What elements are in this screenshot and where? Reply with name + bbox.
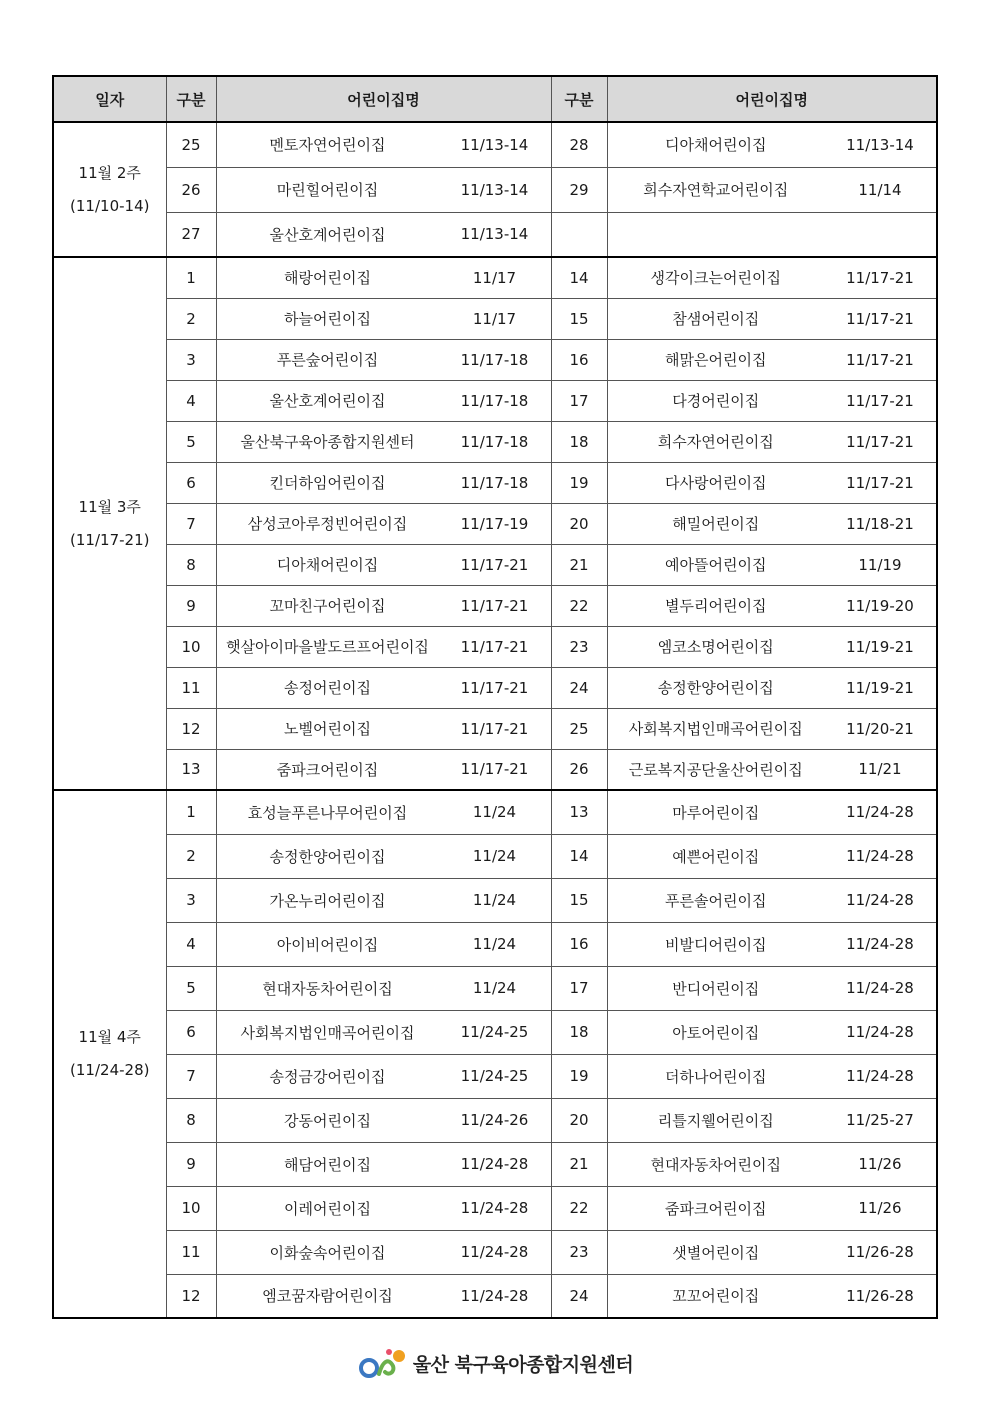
- daycare-cell: [607, 922, 937, 966]
- daycare-name: 효성늘푸른나무어린이집: [247, 803, 408, 822]
- header-date: 일자: [53, 76, 166, 122]
- daycare-cell: [216, 1186, 551, 1230]
- daycare-name: 노벨어린이집: [284, 720, 371, 738]
- row-number: 11: [166, 667, 216, 708]
- daycare-name: 울산호계어린이집: [269, 392, 386, 410]
- week-range: (11/17-21): [70, 530, 150, 549]
- header-num-right: 구분: [551, 76, 607, 122]
- visit-dates: 11/17-21: [846, 473, 914, 492]
- daycare-name: 하늘어린이집: [284, 310, 371, 328]
- daycare-name: 줌파크어린이집: [276, 760, 379, 779]
- daycare-name: 별두리어린이집: [665, 597, 767, 615]
- daycare-cell: [216, 167, 551, 212]
- daycare-cell: [607, 122, 937, 167]
- table-row: [53, 167, 937, 212]
- visit-dates: 11/17: [472, 268, 517, 287]
- daycare-cell: [607, 749, 937, 790]
- daycare-name: 이레어린이집: [284, 1199, 371, 1218]
- row-number: 8: [166, 1098, 216, 1142]
- daycare-name: 울산북구육아종합지원센터: [240, 433, 415, 451]
- row-number: 5: [166, 421, 216, 462]
- daycare-cell: [216, 1098, 551, 1142]
- daycare-cell: [607, 212, 937, 257]
- table-row: [53, 966, 937, 1010]
- center-logo-icon: [359, 1346, 407, 1380]
- visit-dates: 11/17-21: [460, 760, 529, 779]
- row-number: 24: [551, 667, 607, 708]
- visit-dates: 11/17-21: [846, 268, 914, 287]
- daycare-cell: [607, 966, 937, 1010]
- daycare-name: 비발디어린이집: [665, 935, 767, 954]
- visit-dates: 11/13-14: [460, 225, 529, 244]
- daycare-cell: [216, 834, 551, 878]
- daycare-cell: [607, 298, 937, 339]
- row-number: 13: [166, 749, 216, 790]
- row-number: 13: [551, 790, 607, 834]
- table-row: [53, 667, 937, 708]
- daycare-cell: [216, 585, 551, 626]
- daycare-cell: [216, 298, 551, 339]
- row-number: 9: [166, 1142, 216, 1186]
- daycare-cell: [607, 708, 937, 749]
- daycare-name: 가온누리어린이집: [269, 891, 386, 910]
- week-cell: [53, 257, 166, 790]
- row-number: 14: [551, 257, 607, 298]
- row-number: 18: [551, 421, 607, 462]
- row-number: 17: [551, 966, 607, 1010]
- footer: [0, 1346, 992, 1380]
- visit-dates: 11/17-21: [460, 719, 529, 738]
- daycare-cell: [607, 257, 937, 298]
- visit-dates: 11/19-21: [846, 637, 914, 656]
- visit-dates: 11/26-28: [846, 1286, 914, 1305]
- daycare-cell: [216, 462, 551, 503]
- row-number: 6: [166, 1010, 216, 1054]
- table-row: [53, 544, 937, 585]
- daycare-cell: [216, 1010, 551, 1054]
- row-number: 15: [551, 298, 607, 339]
- visit-dates: 11/24-25: [460, 1023, 529, 1041]
- daycare-name: 해랑어린이집: [284, 269, 371, 288]
- daycare-name: 멘토자연어린이집: [269, 136, 386, 155]
- week-label: 11월 4주: [78, 1028, 141, 1046]
- daycare-cell: [607, 1274, 937, 1318]
- daycare-name: 엠코꿈자람어린이집: [262, 1287, 393, 1306]
- table-row: [53, 1142, 937, 1186]
- daycare-name: 현대자동차어린이집: [650, 1155, 781, 1174]
- daycare-name: 사회복지법인매곡어린이집: [628, 720, 803, 738]
- daycare-name: 반디어린이집: [672, 979, 760, 998]
- visit-dates: 11/19: [858, 555, 902, 574]
- daycare-cell: [216, 122, 551, 167]
- visit-dates: 11/24-28: [846, 1023, 914, 1041]
- daycare-name: 울산호계어린이집: [269, 225, 386, 244]
- table-row: [53, 1010, 937, 1054]
- row-number: 3: [166, 339, 216, 380]
- row-number: 18: [551, 1010, 607, 1054]
- visit-dates: 11/13-14: [460, 135, 529, 154]
- daycare-cell: [607, 544, 937, 585]
- row-number: 25: [166, 122, 216, 167]
- daycare-cell: [607, 878, 937, 922]
- daycare-name: 사회복지법인매곡어린이집: [240, 1023, 415, 1042]
- table-row: [53, 298, 937, 339]
- visit-dates: 11/13-14: [460, 180, 529, 199]
- daycare-cell: [216, 1274, 551, 1318]
- table-row: [53, 339, 937, 380]
- table-row: [53, 503, 937, 544]
- table-row: [53, 790, 937, 834]
- daycare-cell: [216, 708, 551, 749]
- visit-dates: 11/17-21: [846, 432, 914, 451]
- row-number: 28: [551, 122, 607, 167]
- week-group: [53, 257, 937, 790]
- row-number: 27: [166, 212, 216, 257]
- daycare-cell: [607, 834, 937, 878]
- daycare-name: 디아채어린이집: [276, 556, 379, 574]
- daycare-name: 샛별어린이집: [672, 1243, 760, 1262]
- visit-dates: 11/17-18: [460, 432, 529, 451]
- daycare-name: 줌파크어린이집: [665, 1199, 767, 1218]
- daycare-name: 송정한양어린이집: [657, 679, 774, 697]
- row-number: 26: [551, 749, 607, 790]
- daycare-cell: [216, 922, 551, 966]
- daycare-name: 꼬마친구어린이집: [269, 597, 386, 615]
- row-number: 2: [166, 834, 216, 878]
- row-number: 5: [166, 966, 216, 1010]
- daycare-name: 푸른솔어린이집: [665, 891, 767, 910]
- header-name-left: 어린이집명: [216, 76, 551, 122]
- daycare-cell: [607, 503, 937, 544]
- daycare-cell: [216, 421, 551, 462]
- daycare-cell: [216, 626, 551, 667]
- daycare-name: 참샘어린이집: [672, 310, 760, 328]
- daycare-name: 송정어린이집: [284, 679, 371, 697]
- daycare-name: 해밀어린이집: [672, 515, 760, 533]
- daycare-cell: [216, 1142, 551, 1186]
- row-number: 23: [551, 626, 607, 667]
- row-number: 2: [166, 298, 216, 339]
- visit-dates: 11/24-28: [846, 1067, 914, 1085]
- row-number: 17: [551, 380, 607, 421]
- visit-dates: 11/24-28: [460, 1155, 529, 1173]
- daycare-name: 디아채어린이집: [665, 136, 767, 155]
- row-number: 26: [166, 167, 216, 212]
- daycare-name: 희수자연어린이집: [657, 433, 774, 451]
- table-row: [53, 1054, 937, 1098]
- visit-dates: 11/24-26: [460, 1111, 529, 1129]
- daycare-cell: [607, 1230, 937, 1274]
- visit-dates: 11/24-28: [846, 935, 914, 953]
- week-group: [53, 790, 937, 1318]
- week-group: [53, 122, 937, 257]
- visit-dates: 11/24-28: [846, 891, 914, 909]
- daycare-cell: [216, 544, 551, 585]
- visit-dates: 11/25-27: [846, 1111, 914, 1129]
- header-name-right: 어린이집명: [607, 76, 937, 122]
- table-row: [53, 1274, 937, 1318]
- visit-dates: 11/24: [472, 979, 517, 997]
- row-number: 20: [551, 1098, 607, 1142]
- row-number: 7: [166, 1054, 216, 1098]
- visit-dates: 11/17-18: [460, 391, 529, 410]
- visit-dates: 11/24-28: [846, 979, 914, 997]
- table-row: [53, 878, 937, 922]
- daycare-name: 햇살아이마을발도르프어린이집: [226, 638, 429, 656]
- visit-dates: 11/26: [858, 1155, 902, 1173]
- daycare-name: 다경어린이집: [672, 392, 760, 410]
- daycare-name: 송정한양어린이집: [269, 847, 386, 866]
- visit-dates: 11/24: [472, 847, 517, 865]
- daycare-name: 마린힐어린이집: [276, 181, 379, 199]
- daycare-cell: [216, 1054, 551, 1098]
- daycare-cell: [607, 1098, 937, 1142]
- table-row: [53, 1230, 937, 1274]
- row-number: 14: [551, 834, 607, 878]
- table-row: [53, 462, 937, 503]
- daycare-name: 리틀지웰어린이집: [657, 1111, 774, 1130]
- daycare-cell: [216, 339, 551, 380]
- daycare-name: 아이비어린이집: [276, 935, 379, 954]
- visit-dates: 11/24: [472, 935, 517, 953]
- daycare-name: 근로복지공단울산어린이집: [628, 760, 803, 779]
- table-row: [53, 1186, 937, 1230]
- daycare-cell: [607, 339, 937, 380]
- visit-dates: 11/17-19: [460, 514, 529, 533]
- daycare-cell: [216, 503, 551, 544]
- visit-dates: 11/24-28: [846, 803, 914, 822]
- daycare-name: 현대자동차어린이집: [262, 979, 393, 998]
- daycare-cell: [216, 878, 551, 922]
- table-row: [53, 1098, 937, 1142]
- row-number: 4: [166, 922, 216, 966]
- daycare-name: 푸른숲어린이집: [276, 351, 379, 369]
- table-row: [53, 212, 937, 257]
- daycare-name: 아토어린이집: [672, 1023, 760, 1042]
- daycare-cell: [216, 667, 551, 708]
- table-row: [53, 585, 937, 626]
- visit-dates: 11/26-28: [846, 1243, 914, 1261]
- visit-dates: 11/17-18: [460, 350, 529, 369]
- visit-dates: 11/17-21: [846, 391, 914, 410]
- daycare-name: 마루어린이집: [672, 803, 760, 822]
- daycare-cell: [607, 421, 937, 462]
- row-number: 19: [551, 1054, 607, 1098]
- daycare-name: 생각이크는어린이집: [650, 269, 781, 288]
- visit-dates: 11/17-21: [846, 350, 914, 369]
- daycare-cell: [607, 667, 937, 708]
- visit-dates: 11/17-21: [460, 637, 529, 656]
- visit-dates: 11/20-21: [846, 719, 914, 738]
- row-number: 10: [166, 626, 216, 667]
- visit-dates: 11/14: [858, 180, 902, 199]
- table-row: [53, 257, 937, 298]
- daycare-name: 희수자연학교어린이집: [643, 181, 789, 199]
- daycare-cell: [607, 462, 937, 503]
- row-number: 29: [551, 167, 607, 212]
- visit-dates: 11/24-25: [460, 1067, 529, 1085]
- row-number: 1: [166, 790, 216, 834]
- daycare-cell: [607, 380, 937, 421]
- visit-dates: 11/19-21: [846, 678, 914, 697]
- visit-dates: 11/17-21: [846, 309, 914, 328]
- row-number: 7: [166, 503, 216, 544]
- week-range: (11/10-14): [70, 196, 150, 215]
- daycare-cell: [607, 1142, 937, 1186]
- schedule-table: [52, 75, 938, 1319]
- daycare-cell: [216, 749, 551, 790]
- row-number: 4: [166, 380, 216, 421]
- daycare-name: 다사랑어린이집: [665, 474, 767, 492]
- visit-dates: 11/17-21: [460, 555, 529, 574]
- week-cell: [53, 790, 166, 1318]
- daycare-name: 강동어린이집: [284, 1111, 371, 1130]
- footer-org-name: 울산 북구육아종합지원센터: [412, 1353, 634, 1376]
- row-number: 10: [166, 1186, 216, 1230]
- row-number: 22: [551, 585, 607, 626]
- daycare-cell: [607, 626, 937, 667]
- row-number: [551, 212, 607, 257]
- row-number: 21: [551, 1142, 607, 1186]
- row-number: 16: [551, 339, 607, 380]
- visit-dates: 11/21: [858, 760, 902, 779]
- row-number: 24: [551, 1274, 607, 1318]
- row-number: 12: [166, 708, 216, 749]
- daycare-name: 엠코소명어린이집: [657, 638, 774, 656]
- table-row: [53, 626, 937, 667]
- row-number: 21: [551, 544, 607, 585]
- daycare-cell: [216, 790, 551, 834]
- visit-dates: 11/24-28: [846, 847, 914, 865]
- table-row: [53, 708, 937, 749]
- table-row: [53, 749, 937, 790]
- row-number: 20: [551, 503, 607, 544]
- daycare-cell: [216, 380, 551, 421]
- daycare-name: 해담어린이집: [284, 1155, 371, 1174]
- daycare-cell: [607, 167, 937, 212]
- daycare-cell: [216, 1230, 551, 1274]
- header-num-left: 구분: [166, 76, 216, 122]
- daycare-cell: [607, 1186, 937, 1230]
- daycare-name: 예아뜰어린이집: [665, 556, 767, 574]
- daycare-name: 더하나어린이집: [665, 1067, 767, 1086]
- row-number: 12: [166, 1274, 216, 1318]
- daycare-cell: [607, 585, 937, 626]
- row-number: 1: [166, 257, 216, 298]
- week-label: 11월 3주: [78, 497, 141, 516]
- daycare-name: 해맑은어린이집: [665, 351, 767, 369]
- visit-dates: 11/17-21: [460, 596, 529, 615]
- visit-dates: 11/24: [472, 803, 517, 822]
- row-number: 3: [166, 878, 216, 922]
- daycare-name: 꼬꼬어린이집: [672, 1287, 760, 1306]
- daycare-cell: [607, 790, 937, 834]
- row-number: 8: [166, 544, 216, 585]
- table-row: [53, 922, 937, 966]
- table-row: [53, 122, 937, 167]
- daycare-name: 이화숲속어린이집: [269, 1243, 386, 1262]
- visit-dates: 11/26: [858, 1199, 902, 1217]
- daycare-cell: [216, 212, 551, 257]
- visit-dates: 11/24-28: [460, 1286, 529, 1305]
- row-number: 19: [551, 462, 607, 503]
- daycare-name: 예쁜어린이집: [672, 847, 760, 866]
- visit-dates: 11/17-18: [460, 473, 529, 492]
- visit-dates: 11/18-21: [846, 514, 914, 533]
- table-header-row: [53, 76, 937, 122]
- visit-dates: 11/13-14: [846, 135, 914, 154]
- row-number: 9: [166, 585, 216, 626]
- daycare-name: 킨더하임어린이집: [269, 474, 386, 492]
- row-number: 23: [551, 1230, 607, 1274]
- visit-dates: 11/17: [472, 309, 517, 328]
- daycare-name: 송정금강어린이집: [269, 1067, 386, 1086]
- week-range: (11/24-28): [70, 1061, 150, 1079]
- visit-dates: 11/24-28: [460, 1243, 529, 1261]
- week-cell: [53, 122, 166, 257]
- table-row: [53, 421, 937, 462]
- daycare-cell: [216, 257, 551, 298]
- week-label: 11월 2주: [78, 163, 141, 182]
- row-number: 22: [551, 1186, 607, 1230]
- row-number: 25: [551, 708, 607, 749]
- daycare-cell: [216, 966, 551, 1010]
- table-row: [53, 834, 937, 878]
- visit-dates: 11/17-21: [460, 678, 529, 697]
- daycare-cell: [607, 1010, 937, 1054]
- row-number: 11: [166, 1230, 216, 1274]
- daycare-name: 삼성코아루정빈어린이집: [247, 515, 408, 533]
- visit-dates: 11/24: [472, 891, 517, 909]
- visit-dates: 11/24-28: [460, 1199, 529, 1217]
- visit-dates: 11/19-20: [846, 596, 914, 615]
- row-number: 16: [551, 922, 607, 966]
- daycare-cell: [607, 1054, 937, 1098]
- table-row: [53, 380, 937, 421]
- row-number: 6: [166, 462, 216, 503]
- row-number: 15: [551, 878, 607, 922]
